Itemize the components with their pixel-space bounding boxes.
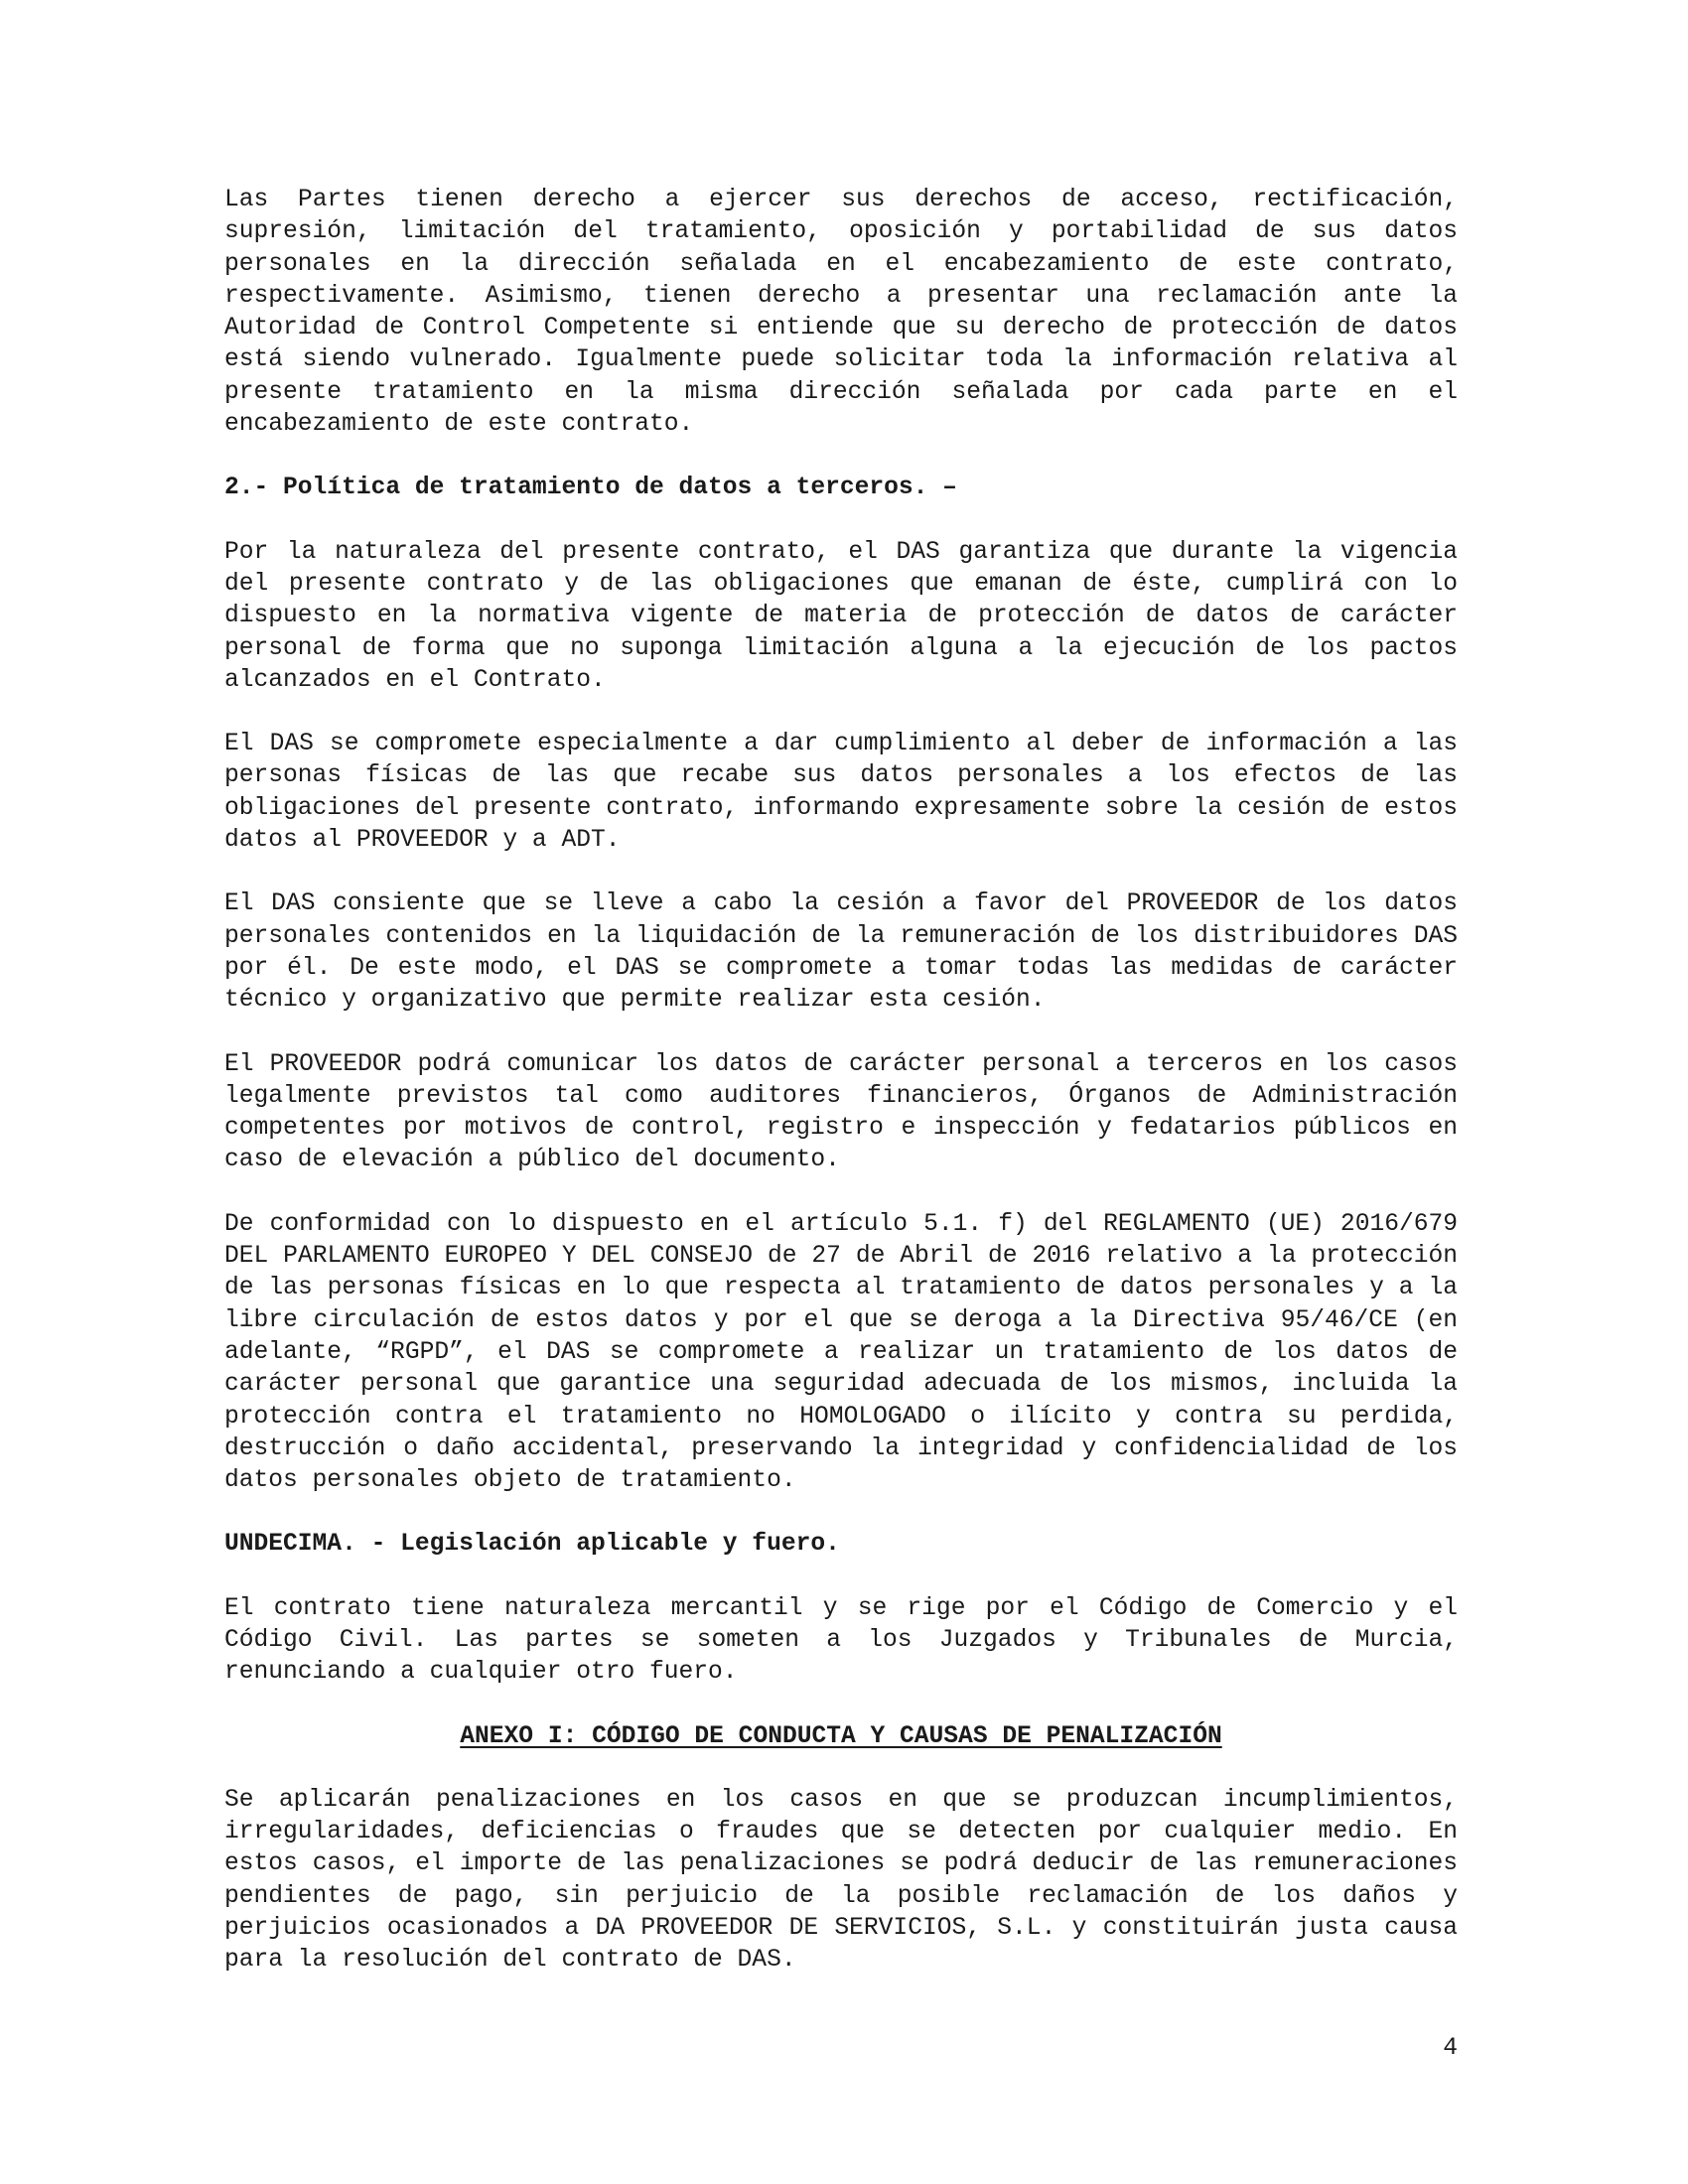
page-number: 4 xyxy=(1443,2035,1458,2062)
paragraph-cesion-proveedor: El DAS consiente que se lleve a cabo la cesión a favor del PROVEEDOR de los datos personales contenidos en la liquidación de la remuneración de los distribuidores DAS por él. De este modo, el DAS se compromete a tomar todas las medidas de carácter técnico y organizativo que permite realizar esta cesión. xyxy=(224,890,1458,1015)
paragraph-naturaleza-mercantil: El contrato tiene naturaleza mercantil y se rige por el Código de Comercio y el Código Civil. Las partes se someten a los Juzgados y Tribunales de Murcia, renunciando a cualquier otro fuero. xyxy=(224,1594,1458,1687)
document-page xyxy=(224,185,1458,2009)
paragraph-comunicacion-terceros: El PROVEEDOR podrá comunicar los datos de carácter personal a terceros en los casos legalmente previstos tal como auditores financieros, Órganos de Administración competentes por motivos de control, registro e inspección y fedatarios públicos en caso de elevación a público del documento. xyxy=(224,1050,1458,1174)
paragraph-naturaleza-contrato: Por la naturaleza del presente contrato, el DAS garantiza que durante la vigencia del presente contrato y de las obligaciones que emanan de éste, cumplirá con lo dispuesto en la normativa vigente de materia de protección de datos de carácter personal de forma que no suponga limitación alguna a la ejecución de los pactos alcanzados en el Contrato. xyxy=(224,538,1458,694)
paragraph-penalizaciones: Se aplicarán penalizaciones en los casos en que se produzcan incumplimientos, irregularidades, deficiencias o fraudes que se detecten por cualquier medio. En estos casos, el importe de las penalizaciones se podrá deducir de las remuneraciones pendientes de pago, sin perjuicio de la posible reclamación de los daños y perjuicios ocasionados a DA PROVEEDOR DE SERVICIOS, S.L. y constituirán justa causa para la resolución del contrato de DAS. xyxy=(224,1786,1458,1975)
paragraph-rgpd: De conformidad con lo dispuesto en el artículo 5.1. f) del REGLAMENTO (UE) 2016/679 DEL PARLAMENTO EUROPEO Y DEL CONSEJO de 27 de Abril de 2016 relativo a la protección de las personas físicas en lo que respecta al tratamiento de datos personales y a la libre circulación de estos datos y por el que se deroga a la Directiva 95/46/CE (en adelante, “RGPD”, el DAS se compromete a realizar un tratamiento de los datos de carácter personal que garantice una seguridad adecuada de los mismos, incluida la protección contra el tratamiento no HOMOLOGADO o ilícito y contra su perdida, destrucción o daño accidental, preservando la integridad y confidencialidad de los datos personales objeto de tratamiento. xyxy=(224,1210,1458,1495)
heading-politica-tratamiento: 2.- Política de tratamiento de datos a terceros. – xyxy=(224,475,957,502)
paragraph-deber-informacion: El DAS se compromete especialmente a dar cumplimiento al deber de información a las personas físicas de las que recabe sus datos personales a los efectos de las obligaciones del presente contrato, informando expresamente sobre la cesión de estos datos al PROVEEDOR y a ADT. xyxy=(224,731,1458,855)
annex-title: ANEXO I: CÓDIGO DE CONDUCTA Y CAUSAS DE PENALIZACIÓN xyxy=(460,1722,1222,1750)
paragraph-derechos-partes: Las Partes tienen derecho a ejercer sus derechos de acceso, rectificación, supresión, limitación del tratamiento, oposición y portabilidad de sus datos personales en la dirección señalada en el encabezamiento de este contrato, respectivamente. Asimismo, tienen derecho a presentar una reclamación ante la Autoridad de Control Competente si entiende que su derecho de protección de datos está siendo vulnerado. Igualmente puede solicitar toda la información relativa al presente tratamiento en la misma dirección señalada por cada parte en el encabezamiento de este contrato. xyxy=(224,187,1458,439)
heading-undecima: UNDECIMA. - Legislación aplicable y fuero. xyxy=(224,1531,840,1559)
